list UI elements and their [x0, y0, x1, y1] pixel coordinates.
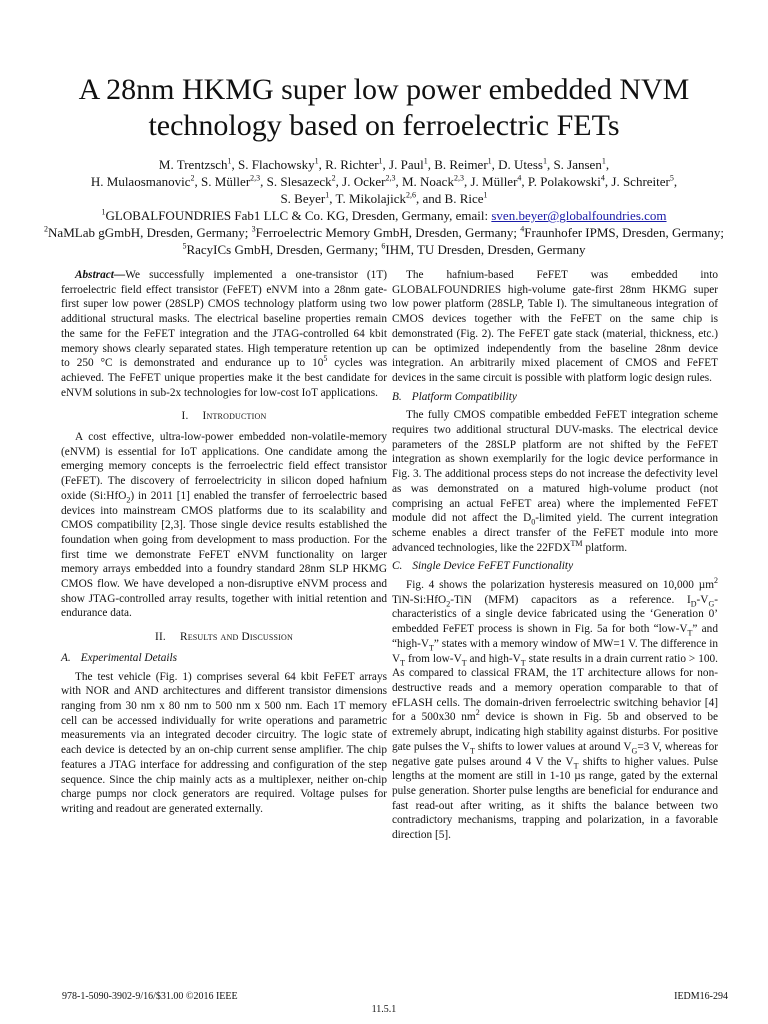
author-affiliation-mark: 1	[542, 156, 547, 166]
author-affiliation-mark: 2	[331, 173, 336, 183]
author-name: S. Müller	[201, 174, 251, 189]
single-device-paragraph: Fig. 4 shows the polarization hysteresis measured on 10,000 µm$^2$ TiN-Si:HfO$_2$-TiN (MFM) capacitors as a reference. $I_D-V_G$-characteristics of a single device fabricated using the ‘Generation 0’ embedded FeFET process is shown in Fig. 5a for both “$low-V_T$” and “$high-V_T$” states with a memory window of MW=1 V. The difference in $V_T$ from low-$V_T$ and high-$V_T$ state results in a drain current ratio > 100. As compared to classical FRAM, the 1T architecture allows for non-destructive reads and a memory operation comparable to that of eFLASH cells. The domain-driven ferroelectric switching behavior [4] for a 500x30 $nm^2$ device is shown in Fig. 5b and observed to be extremely abrupt, indicating high stability against disturbs. For positive gate pulses the $V_T$ shifts to lower values at around $V_G=3$ V, whereas for negative gate pulses around 4 V the $V_T$ shifts to higher values. Pulse lengths at the moment are still in 1-10 µs range, gated by the external pulse generation. Shorter pulse lengths are beneficial for endurance and fast read-out after writing, as it shifts the balance between two contradictory mechanisms, trapping and polarization, in a favorable direction [5].	[392, 576, 718, 842]
author-name: D. Utess	[498, 157, 543, 172]
experimental-paragraph: The test vehicle (Fig. 1) comprises several 64 kbit FeFET arrays with NOR and AND architectures and different transistor dimensions ranging from 30 nm x 80 nm to 500 nm x 500 nm. Each 1T memory cell can be accessed individually for write operations and parametric measurements via an integrated decoder circuitry. The logic state of each device is detected by an on-chip current sense amplifier. The chip features a JTAG interface for addressing and configuration of the step sequence. Since the chip mainly acts as a multiplexer, neither on-chip charge pumps nor clock generators are required. Voltage pulses for writing and readout are generated externally.	[61, 670, 387, 815]
author-affiliation-mark: 1	[325, 190, 330, 200]
integration-paragraph: The hafnium-based FeFET was embedded into GLOBALFOUNDRIES high-volume gate-first 28nm HKMG super low power platform (28SLP, Table I). The simultaneous integration of CMOS devices together with the FeFET on the same chip is demonstrated (Fig. 2). The FeFET gate stack (material, thickness, etc.) can be optimized independently from the baseline 28nm device integration. An arbitrarily mixed placement of CMOS and FeFET devices in the same circuit is possible with platform logic design rules.	[392, 269, 718, 384]
author-name: T. Mikolajick	[335, 191, 407, 206]
author-name: S. Flachowsky	[238, 157, 315, 172]
author-name: R. Richter	[325, 157, 379, 172]
author-affiliation-mark: 1	[378, 156, 383, 166]
paper-title: A 28nm HKMG super low power embedded NVM technology based on ferroelectric FETs	[78, 73, 690, 142]
footer-copyright: 978-1-5090-3902-9/16/$31.00 ©2016 IEEE	[62, 991, 238, 1002]
left-column	[61, 268, 387, 819]
author-affiliation-mark: 2,3	[385, 173, 396, 183]
author-name: B. Reimer	[434, 157, 488, 172]
author-block	[36, 156, 732, 258]
author-line-3: S. Beyer$^1$, T. Mikolajick$^{2,6}$, and B. Rice$^1$	[280, 190, 488, 206]
subsection-heading-experimental: A. Experimental Details	[61, 651, 178, 664]
introduction-paragraph: A cost effective, ultra-low-power embedded non-volatile-memory (eNVM) is essential for IoT applications. One candidate among the emerging memory concepts is the ferroelectric field effect transistor (FeFET). The discovery of ferroelectricity in silicon doped hafnium oxide (Si:HfO$_2$) in 2011 [1] enabled the transfer of ferroelectric based devices into mainstream CMOS platforms due to its scalability and CMOS compatibility [2,3]. Those single device results established the foundation when going from development to mass production. For the first time we demonstrate FeFET eNVM functionality on larger memory arrays embedded into a foundry standard 28nm SLP HKMG CMOS flow. We have developed a non-disruptive eNVM process and show JTAG-controlled array results, together with initial retention and endurance data.	[61, 431, 387, 620]
platform-paragraph: The fully CMOS compatible embedded FeFET integration scheme requires two additional structural DUV-masks. The electrical device parameters of the 28SLP platform are not shifted by the FeFET integration as shown exemplarily for the logic device performance in Fig. 3. The additional process steps do not increase the defectivity level as was demonstrated on a matured high-volume product (not comprising an actual FeFET area) where the implemented FeFET module did not affect the $D_0$-limited yield. The current integration scheme enables a direct transfer of the FeFET module into more advanced technologies, like the 22FDX™ platform.	[392, 409, 718, 554]
subsection-heading-platform: B. Platform Compatibility	[392, 390, 517, 403]
author-affiliation-mark: 1	[227, 156, 232, 166]
author-name: and B. Rice	[422, 191, 484, 206]
author-affiliation-mark: 4	[600, 173, 605, 183]
author-affiliation-mark: 4	[517, 173, 522, 183]
author-name: J. Müller	[470, 174, 518, 189]
author-affiliation-mark: 1	[601, 156, 606, 166]
author-name: J. Ocker	[342, 174, 386, 189]
author-affiliation-mark: 1	[423, 156, 428, 166]
author-name: H. Mulaosmanovic	[90, 174, 191, 189]
author-affiliation-mark: 1	[314, 156, 319, 166]
subsection-heading-single-device: C. Single Device FeFET Functionality	[392, 560, 574, 573]
author-affiliation-mark: 1	[487, 156, 492, 166]
affiliation-5-6: $^5$RacyICs GmbH, Dresden, Germany; $^6$IHM, TU Dresden, Dresden, Germany	[182, 241, 586, 257]
author-name: S. Slesazeck	[266, 174, 332, 189]
author-affiliation-mark: 5	[669, 173, 674, 183]
section-heading-introduction: I. Introduction	[181, 410, 267, 423]
author-affiliation-mark: 1	[483, 190, 488, 200]
author-line-1: M. Trentzsch$^1$, S. Flachowsky$^1$, R. Richter$^1$, J. Paul$^1$, B. Reimer$^1$, D. Utess$^1$, S. Jansen$^1$,	[158, 156, 610, 172]
footer-session-number: 11.5.1	[371, 1004, 397, 1015]
author-name: J. Schreiter	[611, 174, 670, 189]
author-affiliation-mark: 2,6	[406, 190, 417, 200]
author-affiliation-mark: 2,3	[453, 173, 464, 183]
author-name: S. Beyer	[280, 191, 326, 206]
author-name: M. Trentzsch	[158, 157, 228, 172]
author-name: J. Paul	[389, 157, 424, 172]
section-heading-results: II. Results and Discussion	[155, 631, 293, 644]
affiliation-1: $^1$GLOBALFOUNDRIES Fab1 LLC & Co. KG, Dresden, Germany, email: sven.beyer@globalfoundries.com	[101, 207, 667, 223]
footer-conference-page: IEDM16-294	[674, 991, 728, 1002]
affiliation-2-3-4: $^2$NaMLab gGmbH, Dresden, Germany; $^3$Ferroelectric Memory GmbH, Dresden, Germany; $^4$Fraunhofer IPMS, Dresden, Germany;	[44, 224, 724, 240]
author-name: P. Polakowski	[527, 174, 601, 189]
author-email-link[interactable]: sven.beyer@globalfoundries.com	[491, 208, 667, 223]
author-line-2: H. Mulaosmanovic$^2$, S. Müller$^{2,3}$, S. Slesazeck$^2$, J. Ocker$^{2,3}$, M. Noack$^{2,3}$, J. Müller$^4$, P. Polakowski$^4$, J. Schreiter$^5$,	[90, 173, 678, 189]
right-column	[392, 268, 718, 845]
author-name: S. Jansen	[553, 157, 602, 172]
author-name: M. Noack	[401, 174, 454, 189]
abstract: Abstract—We successfully implemented a one-transistor (1T) ferroelectric field effect transistor (FeFET) eNVM into a 28nm gate-first super low power (28SLP) CMOS technology platform using two additional structural masks. The electrical baseline properties remain the same for the FeFET integration and the JTAG-controlled 64 kbit memory shows clearly separated states. High temperature retention up to 250 °C is demonstrated and endurance up to $10^5$ cycles was achieved. The FeFET unique properties make it the best candidate for eNVM solutions in sub-2x technologies for low-cost IoT applications.	[61, 269, 388, 399]
author-affiliation-mark: 2	[190, 173, 195, 183]
author-affiliation-mark: 2,3	[250, 173, 261, 183]
